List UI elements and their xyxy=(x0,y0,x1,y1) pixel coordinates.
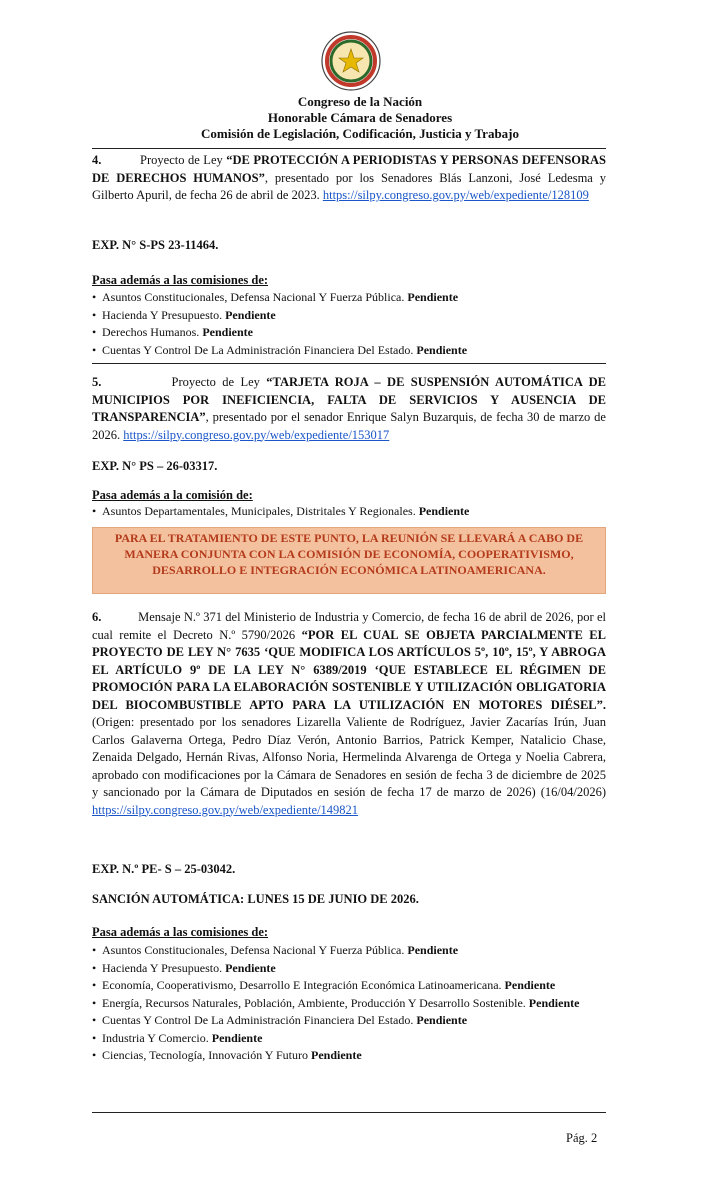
item-6-paragraph xyxy=(92,609,606,819)
item-6-title: “POR EL CUAL SE OBJETA PARCIALMENTE EL PROYECTO DE LEY N° 7635 ‘QUE MODIFICA LOS ARTÍCULOS 5º, 10º, 15º, Y ABROGA EL ARTÍCULO 9º DE LA LEY N° 6389/2019 ‘QUE ESTABLECE EL RÉGIMEN DE PROMOCIÓN PARA LA ELABORACIÓN SOSTENIBLE Y UTILIZACIÓN OBLIGATORIA DEL BIOCOMBUSTIBLE APTO PARA LA UTILIZACIÓN EN MOTORES DIÉSEL”. xyxy=(92,627,606,712)
list-item: • Energía, Recursos Naturales, Población, Ambiente, Producción Y Desarrollo Sostenible. Pendiente xyxy=(92,995,606,1013)
list-item: • Derechos Humanos. Pendiente xyxy=(92,324,606,342)
list-item: • Cuentas Y Control De La Administración Financiera Del Estado. Pendiente xyxy=(92,1012,606,1030)
item-5-number: 5. xyxy=(92,375,102,389)
item-4-link[interactable]: https://silpy.congreso.gov.py/web/expediente/128109 xyxy=(322,188,589,202)
item-4-committees-heading: Pasa además a las comisiones de: xyxy=(92,273,269,287)
item-4-number: 4. xyxy=(92,153,102,167)
list-item: • Asuntos Constitucionales, Defensa Nacional Y Fuerza Pública. Pendiente xyxy=(92,289,606,307)
list-item: • Asuntos Departamentales, Municipales, Distritales Y Regionales. Pendiente xyxy=(92,503,606,521)
item-6-committees-heading: Pasa además a las comisiones de: xyxy=(92,925,269,939)
item-6-sancion: SANCIÓN AUTOMÁTICA: LUNES 15 DE JUNIO DE 2026. xyxy=(92,892,419,906)
item-6-intro: Mensaje N.º 371 del Ministerio de Industria y Comercio, de fecha 16 de abril de 2026, por el cual remite el Decreto N.º 5790/2026 xyxy=(92,610,606,642)
joint-meeting-notice: PARA EL TRATAMIENTO DE ESTE PUNTO, LA REUNIÓN SE LLEVARÁ A CABO DE MANERA CONJUNTA CON LA COMISIÓN DE ECONOMÍA, COOPERATIVISMO, DESARROLLO E INTEGRACIÓN ECONÓMICA LATINOAMERICANA. xyxy=(92,527,606,594)
item-5-title: “TARJETA ROJA – DE SUSPENSIÓN AUTOMÁTICA DE MUNICIPIOS POR INEFICIENCIA, FALTA DE SERVICIOS Y AUSENCIA DE TRANSPARENCIA” xyxy=(92,375,606,424)
item-5-intro: Proyecto de Ley xyxy=(171,375,260,389)
item-6-committees xyxy=(92,942,606,1065)
list-item: • Asuntos Constitucionales, Defensa Nacional Y Fuerza Pública. Pendiente xyxy=(92,942,606,960)
item-5-link[interactable]: https://silpy.congreso.gov.py/web/expediente/153017 xyxy=(123,427,390,442)
item-6-exp: EXP. N.º PE- S – 25-03042. xyxy=(92,862,236,876)
list-item: • Economía, Cooperativismo, Desarrollo E Integración Económica Latinoamericana. Pendiente xyxy=(92,977,606,995)
item-6-number: 6. xyxy=(92,610,102,624)
item-4-paragraph xyxy=(92,152,606,205)
seal-icon xyxy=(320,30,382,92)
header-line-2: Honorable Cámara de Senadores xyxy=(267,110,453,125)
item-4-rest: , presentado por los Senadores Blás Lanzoni, José Ledesma y Gilberto Apuril, de fecha 26 de abril de 2023. xyxy=(92,170,606,202)
item-6-link[interactable]: https://silpy.congreso.gov.py/web/expediente/149821 xyxy=(92,802,359,817)
item-5-committees xyxy=(92,503,606,521)
item-4-title: “DE PROTECCIÓN A PERIODISTAS Y PERSONAS DEFENSORAS DE DERECHOS HUMANOS” xyxy=(92,153,606,185)
list-item: • Ciencias, Tecnología, Innovación Y Futuro Pendiente xyxy=(92,1047,606,1065)
item-6-origin: (Origen: presentado por los senadores Lizarella Valiente de Rodríguez, Javier Zacarías Irún, Juan Carlos Galaverna Ortega, Pedro Díaz Verón, Antonio Barrios, Patrick Kemper, Natalicio Chase, Zenaida Delgado, Hernán Rivas, Alfonso Noria, Hermelinda Alvarenga de Ortega y Noelia Cabrera, aprobado con modificaciones por la Cámara de Senadores en sesión de fecha 3 de diciembre de 2025 y sancionado por la Cámara de Diputados en sesión de fecha 17 de marzo de 2026) (16/04/2026) xyxy=(92,715,606,799)
item-4-exp: EXP. N° S-PS 23-11464. xyxy=(92,238,219,252)
item-4-intro: Proyecto de Ley xyxy=(140,153,223,167)
item-5-committees-heading: Pasa además a la comisión de: xyxy=(92,488,253,502)
divider xyxy=(92,363,606,364)
header-line-1: Congreso de la Nación xyxy=(297,94,423,109)
page-number: Pág. 2 xyxy=(566,1131,598,1145)
list-item: • Cuentas Y Control De La Administración Financiera Del Estado. Pendiente xyxy=(92,342,606,360)
item-5-exp: EXP. N° PS – 26-03317. xyxy=(92,459,218,473)
document-header xyxy=(90,94,630,142)
header-line-3: Comisión de Legislación, Codificación, Justicia y Trabajo xyxy=(200,126,520,141)
list-item: • Hacienda Y Presupuesto. Pendiente xyxy=(92,960,606,978)
divider xyxy=(92,148,606,149)
divider xyxy=(92,1112,606,1113)
item-4-committees xyxy=(92,289,606,359)
item-5-rest: , presentado por el senador Enrique Salyn Buzarquis, de fecha 30 de marzo de 2026. xyxy=(92,410,606,442)
item-5-paragraph xyxy=(92,374,606,444)
list-item: • Industria Y Comercio. Pendiente xyxy=(92,1030,606,1048)
list-item: • Hacienda Y Presupuesto. Pendiente xyxy=(92,307,606,325)
